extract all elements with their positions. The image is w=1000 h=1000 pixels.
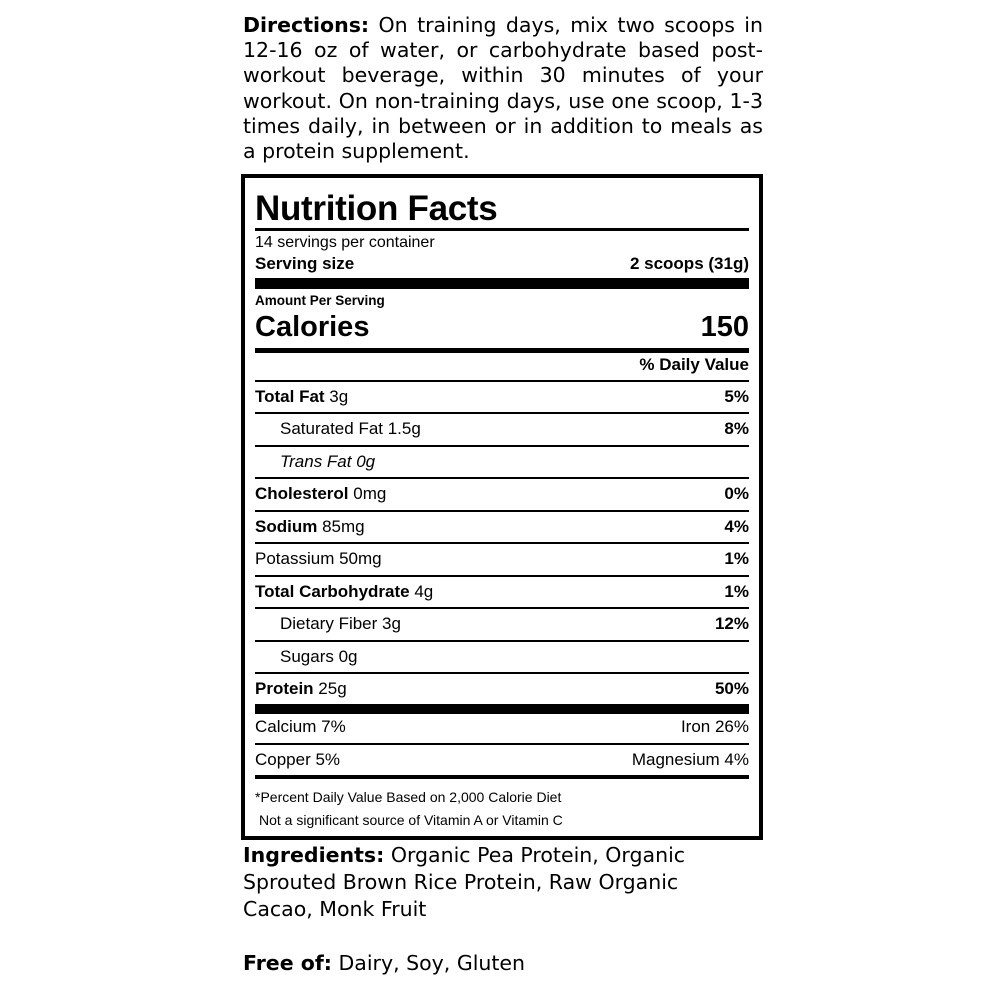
- nutrient-row-cholesterol: Cholesterol 0mg: [255, 484, 387, 503]
- divider: [255, 510, 749, 512]
- free-of-text: Dairy, Soy, Gluten: [331, 951, 526, 975]
- divider: [255, 743, 749, 745]
- divider: [255, 775, 749, 779]
- dv-sodium: 4%: [724, 517, 749, 536]
- ingredients-line-3: Cacao, Monk Fruit: [243, 897, 427, 921]
- serving-size-value: 2 scoops (31g): [629, 254, 749, 273]
- mineral-copper: Copper 5%: [255, 750, 341, 769]
- ingredients-line-2: Sprouted Brown Rice Protein, Raw Organic: [243, 870, 679, 894]
- divider: [255, 640, 749, 642]
- ingredients-paragraph: [243, 842, 763, 923]
- nutrient-row-total-fat: Total Fat 3g: [255, 387, 349, 406]
- ingredients-heading: Ingredients:: [243, 843, 385, 867]
- dv-dietary-fiber: 12%: [714, 614, 749, 633]
- nutrient-row-dietary-fiber: Dietary Fiber 3g: [280, 614, 401, 633]
- divider: [255, 542, 749, 544]
- divider: [255, 412, 749, 414]
- directions-heading: Directions:: [243, 13, 370, 37]
- directions-paragraph: [243, 13, 763, 164]
- nutrient-row-saturated-fat: Saturated Fat 1.5g: [280, 419, 421, 438]
- mineral-calcium: Calcium 7%: [255, 717, 346, 736]
- nutrient-row-protein: Protein 25g: [255, 679, 347, 698]
- medium-divider: [255, 348, 749, 353]
- nutrition-facts-title: Nutrition Facts: [255, 189, 498, 228]
- footnote-vitamins: Not a significant source of Vitamin A or Vitamin C: [259, 812, 563, 828]
- serving-size-label: Serving size: [255, 254, 355, 273]
- nutrient-row-total-carbohydrate: Total Carbohydrate 4g: [255, 582, 434, 601]
- divider: [255, 228, 749, 231]
- servings-per-container: 14 servings per container: [255, 234, 435, 251]
- dv-protein: 50%: [714, 679, 749, 698]
- amount-per-serving: Amount Per Serving: [255, 293, 385, 308]
- calories-value: 150: [700, 311, 749, 343]
- mineral-iron: Iron 26%: [680, 717, 749, 736]
- ingredients-line-1: Organic Pea Protein, Organic: [384, 843, 686, 867]
- nutrient-row-trans-fat: Trans Fat 0g: [280, 452, 376, 471]
- divider: [255, 672, 749, 674]
- directions-text: On training days, mix two scoops in 12-16 oz of water, or carbohydrate based post-workout beverage, within 30 minutes of your workout. On non-training days, use one scoop, 1-3 times daily, in between or in addition to meals as a protein supplement.: [243, 13, 763, 164]
- dv-saturated-fat: 8%: [724, 419, 749, 438]
- calories-label: Calories: [255, 311, 370, 343]
- footnote-daily-value: *Percent Daily Value Based on 2,000 Calorie Diet: [255, 789, 562, 805]
- mineral-magnesium: Magnesium 4%: [631, 750, 749, 769]
- nutrient-row-sugars: Sugars 0g: [280, 647, 358, 666]
- divider: [255, 575, 749, 577]
- nutrient-row-potassium: Potassium 50mg: [255, 549, 382, 568]
- thick-divider: [255, 704, 749, 714]
- thick-divider: [255, 278, 749, 289]
- nutrition-facts-label: [241, 174, 763, 840]
- dv-total-fat: 5%: [724, 387, 749, 406]
- dv-potassium: 1%: [724, 549, 749, 568]
- daily-value-header: % Daily Value: [639, 355, 749, 374]
- divider: [255, 477, 749, 479]
- free-of-heading: Free of:: [243, 951, 332, 975]
- divider: [255, 380, 749, 382]
- dv-cholesterol: 0%: [724, 484, 749, 503]
- divider: [255, 445, 749, 447]
- divider: [255, 607, 749, 609]
- dv-total-carbohydrate: 1%: [724, 582, 749, 601]
- nutrient-row-sodium: Sodium 85mg: [255, 517, 365, 536]
- free-of-paragraph: [243, 950, 763, 977]
